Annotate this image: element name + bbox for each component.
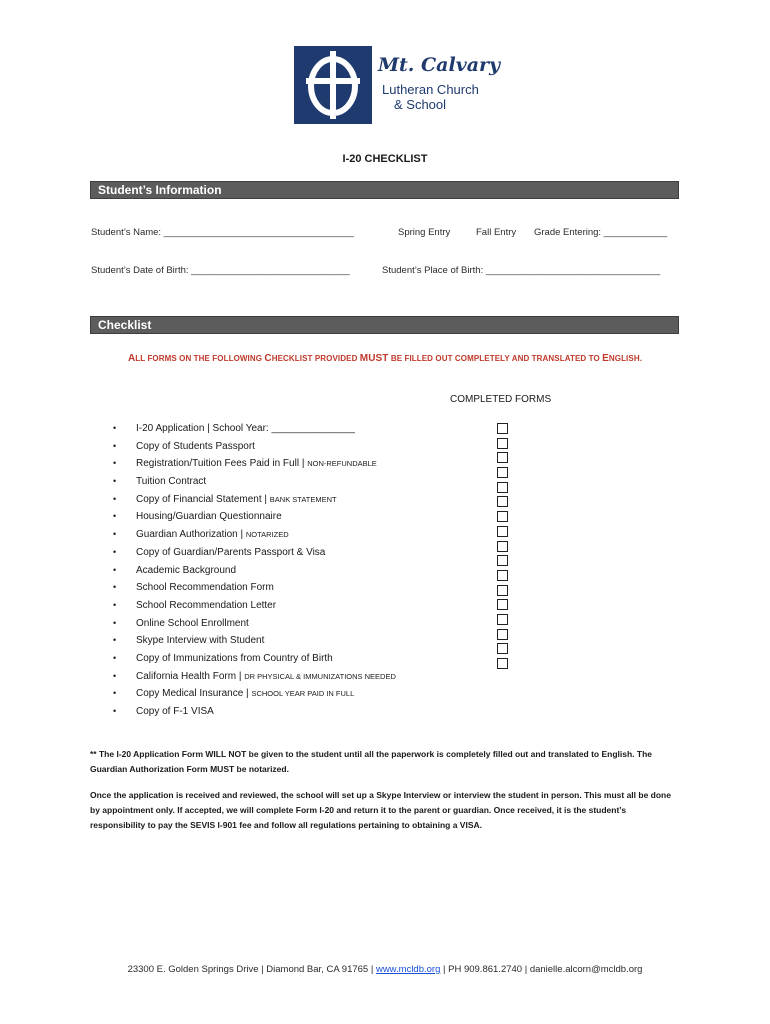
footer-contact	[0, 964, 770, 975]
checklist-item	[110, 650, 396, 668]
checklist-item	[110, 579, 396, 597]
checklist-item	[110, 562, 396, 580]
bullet-icon: •	[113, 582, 117, 593]
checklist-item-note: SCHOOL YEAR PAID IN FULL	[251, 689, 355, 699]
bullet-icon: •	[113, 599, 117, 610]
bullet-icon: •	[113, 493, 117, 504]
bullet-icon: •	[113, 476, 117, 487]
checklist-item-label: California Health Form |	[136, 670, 245, 682]
checklist-item-label: Housing/Guardian Questionnaire	[136, 511, 282, 523]
checklist-item	[110, 455, 396, 473]
completed-checkbox[interactable]	[497, 452, 508, 463]
checklist-item-note: NON-REFUNDABLE	[307, 459, 377, 469]
completed-checkbox[interactable]	[497, 541, 508, 552]
website-link[interactable]: www.mcldb.org	[375, 964, 441, 975]
bullet-icon: •	[113, 670, 117, 681]
student-name-field[interactable]: Student’s Name: ____________________________________	[91, 227, 354, 238]
bullet-icon: •	[113, 423, 117, 433]
checklist-item-label: Copy of Immunizations from Country of Birth	[136, 652, 333, 664]
document-title: I-20 CHECKLIST	[342, 153, 428, 165]
checklist-item-note: NOTARIZED	[245, 530, 289, 540]
bullet-icon: •	[113, 706, 117, 716]
checklist-item-label: Guardian Authorization |	[136, 529, 246, 541]
notice-text: BE FILLED OUT COMPLETELY AND TRANSLATED TO	[388, 354, 603, 363]
fall-entry-option[interactable]: Fall Entry	[476, 227, 517, 238]
checklist-item-label: Copy of Financial Statement |	[136, 493, 270, 505]
date-of-birth-field[interactable]: Student’s Date of Birth: ______________________________	[91, 265, 350, 276]
bullet-icon: •	[113, 511, 117, 522]
checklist-item-label: I-20 Application | School Year: _______________	[136, 423, 355, 434]
checklist-item-label: School Recommendation Form	[136, 582, 274, 594]
bullet-icon: •	[113, 688, 117, 699]
checklist-item	[110, 597, 396, 615]
school-logo	[294, 46, 501, 124]
spring-entry-option[interactable]: Spring Entry	[398, 227, 451, 238]
completed-checkbox[interactable]	[497, 570, 508, 581]
checklist-item-label: Tuition Contract	[136, 476, 207, 488]
checklist-item	[110, 668, 396, 686]
application-form-note: ** The I-20 Application Form WILL NOT be given to the student until all the paperwork is completely filled out and translated to English. The Guardian Authorization Form MUST be notarized.	[90, 749, 653, 774]
checklist-item-label: Academic Background	[136, 564, 237, 576]
completed-forms-header: COMPLETED FORMS	[450, 394, 552, 405]
checklist-item-label: Copy of F-1 VISA	[136, 706, 214, 717]
checklist-item-note: BANK STATEMENT	[269, 494, 337, 504]
checklist-item-label: Copy of Guardian/Parents Passport & Visa	[136, 546, 326, 558]
grade-entering-field[interactable]: Grade Entering: ____________	[534, 227, 668, 238]
checklist-item-label: Skype Interview with Student	[136, 635, 265, 647]
completed-checkbox[interactable]	[497, 629, 508, 640]
logo-subtitle-line2: & School	[394, 97, 447, 112]
footer-address: 23300 E. Golden Springs Drive | Diamond Bar, CA 91765 |	[127, 964, 376, 975]
completed-checkbox[interactable]	[497, 526, 508, 537]
student-info-section-header: Student’s Information	[90, 181, 679, 199]
completed-checkbox[interactable]	[497, 511, 508, 522]
checklist-item-label: School Recommendation Letter	[136, 599, 277, 611]
checklist-item-label: Online School Enrollment	[136, 617, 249, 629]
completed-checkbox[interactable]	[497, 467, 508, 478]
notice-must: MUST	[359, 353, 389, 364]
checklist-item	[110, 685, 396, 703]
notice-text: C	[264, 353, 272, 364]
cross-emblem-icon	[294, 46, 372, 124]
bullet-icon: •	[113, 635, 117, 646]
checklist-item	[110, 615, 396, 633]
checklist-item	[110, 526, 396, 544]
bullet-icon: •	[113, 652, 117, 663]
completed-checkbox[interactable]	[497, 438, 508, 449]
bullet-icon: •	[113, 564, 117, 575]
checklist-item	[110, 491, 396, 509]
bullet-icon: •	[113, 440, 117, 451]
completed-checkbox[interactable]	[497, 585, 508, 596]
translation-notice	[0, 353, 770, 364]
bullet-icon: •	[113, 617, 117, 628]
completed-checkbox[interactable]	[497, 658, 508, 669]
bullet-icon: •	[113, 458, 117, 469]
checklist-item-note: DR PHYSICAL & IMMUNIZATIONS NEEDED	[244, 671, 396, 681]
checklist-item-label: Registration/Tuition Fees Paid in Full |	[136, 458, 308, 470]
completed-checkboxes	[497, 420, 508, 673]
notice-text: LL FORMS ON THE FOLLOWING	[135, 354, 265, 363]
completed-checkbox[interactable]	[497, 599, 508, 610]
checklist-item	[110, 544, 396, 562]
notice-text: NGLISH.	[608, 354, 643, 363]
checklist-section-header: Checklist	[90, 316, 679, 334]
checklist-item-label: Copy of Students Passport	[136, 440, 255, 452]
completed-checkbox[interactable]	[497, 614, 508, 625]
completed-checkbox[interactable]	[497, 423, 508, 434]
completed-checkbox[interactable]	[497, 482, 508, 493]
checklist-item	[110, 508, 396, 526]
logo-subtitle-line1: Lutheran Church	[382, 82, 479, 97]
bullet-icon: •	[113, 546, 117, 557]
checklist-item	[110, 703, 396, 721]
footer-phone-email: | PH 909.861.2740 | danielle.alcorn@mcldb.org	[440, 964, 643, 975]
checklist-item	[110, 632, 396, 650]
notice-text: E	[602, 353, 609, 364]
checklist-item	[110, 438, 396, 456]
completed-checkbox[interactable]	[497, 496, 508, 507]
checklist-item-label: Copy Medical Insurance |	[136, 688, 252, 700]
completed-checkbox[interactable]	[497, 643, 508, 654]
place-of-birth-field[interactable]: Student’s Place of Birth: _________________________________	[382, 265, 661, 276]
checklist-item	[110, 473, 396, 491]
notice-text: HECKLIST PROVIDED	[271, 354, 360, 363]
notice-text: A	[127, 353, 136, 364]
process-instructions: Once the application is received and reviewed, the school will set up a Skype Interview or interview the student in person. This must all be done by appointment only. If accepted, we will complete Form I-20 and return it to the parent or guardian. Once received, it is the student’s responsibility to pay the SEVIS I-901 fee and follow all regulations pertaining to obtaining a VISA.	[90, 790, 671, 830]
logo-title: Mt. Calvary	[378, 54, 501, 76]
checklist-item	[110, 420, 396, 438]
bullet-icon: •	[113, 529, 117, 540]
checklist-items	[110, 420, 396, 721]
completed-checkbox[interactable]	[497, 555, 508, 566]
